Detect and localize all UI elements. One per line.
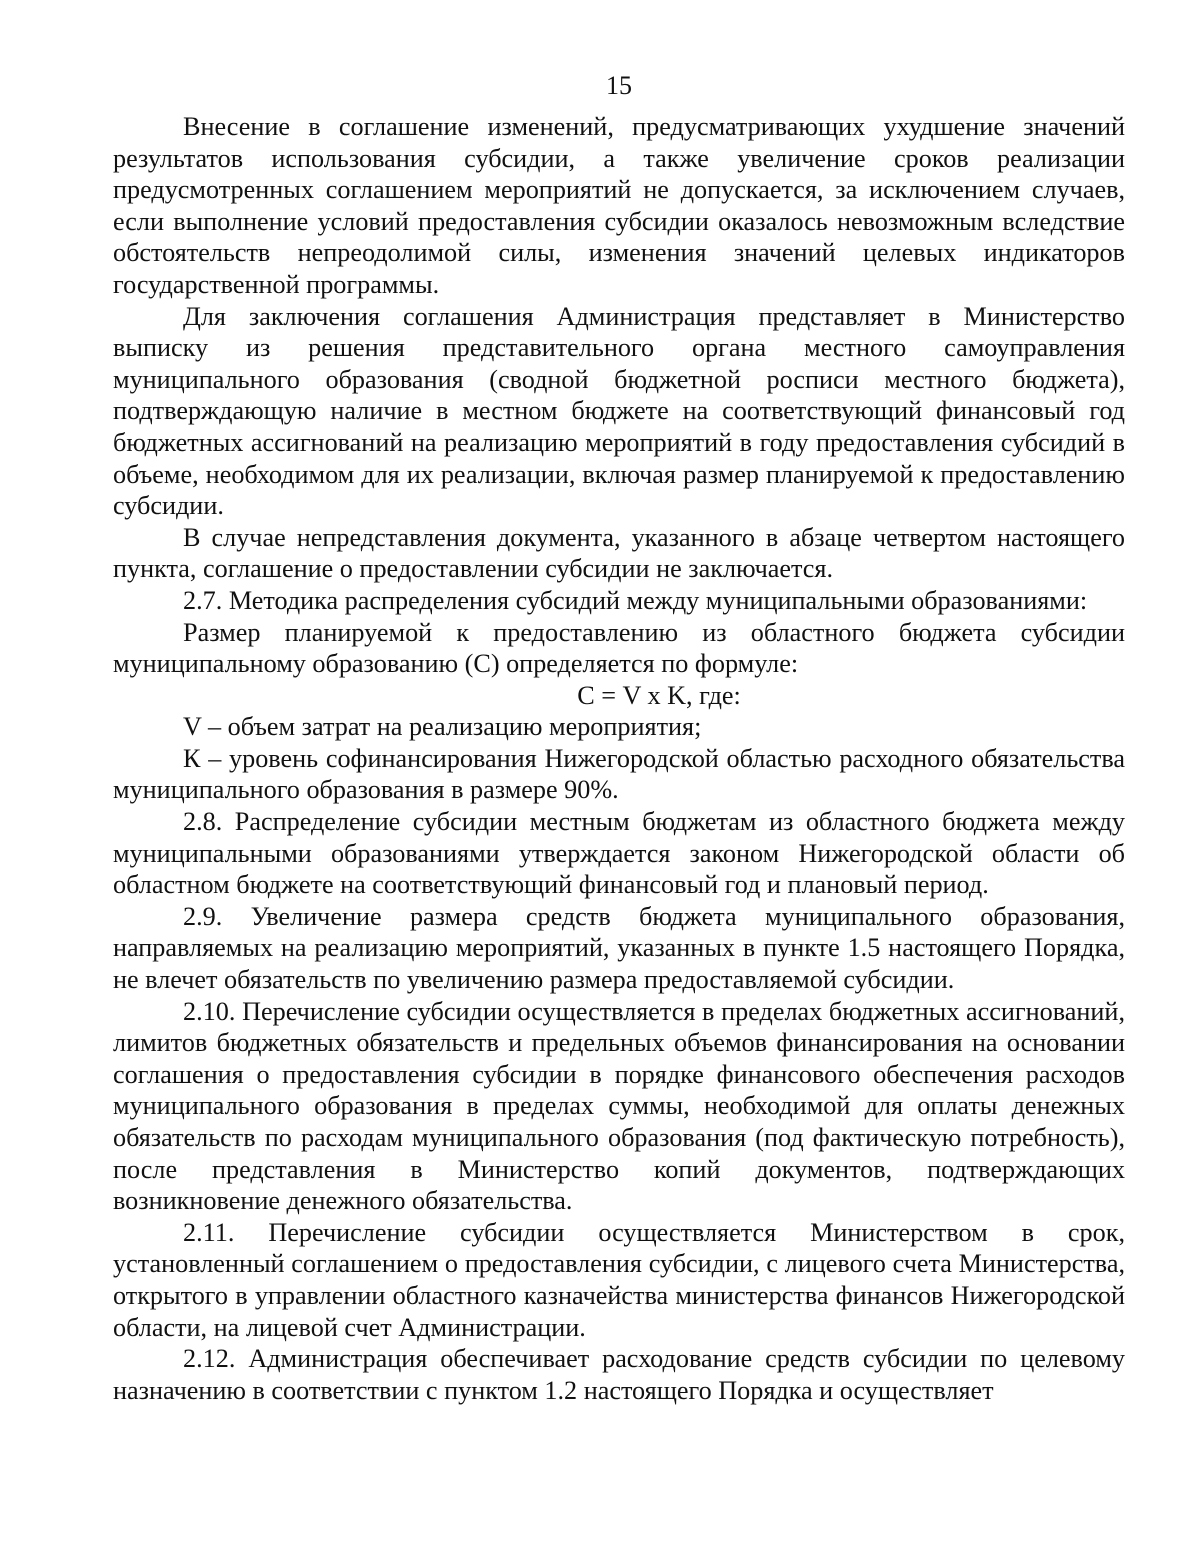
paragraph-2-7-methodology: 2.7. Методика распределения субсидий между муниципальными образованиями: (183, 585, 1088, 615)
paragraph-2-11-transfer-term: 2.11. Перечисление субсидии осуществляется Министерством в срок, установленный соглашением о предоставления субсидии, с лицевого счета Министерства, открытого в управлении областного казначейства министерства финансов Нижегородской области, на лицевой счет Администрации. (113, 1217, 1125, 1342)
paragraph-2-8-distribution: 2.8. Распределение субсидии местным бюджетам из областного бюджета между муниципальными образованиями утверждается законом Нижегородской области об областном бюджете на соответствующий финансовый год и плановый период. (113, 807, 1125, 900)
paragraph-2-12-spending: 2.12. Администрация обеспечивает расходование средств субсидии по целевому назначению в соответствии с пунктом 1.2 настоящего Порядка и осуществляет (113, 1344, 1125, 1405)
paragraph-agreement-documents: Для заключения соглашения Администрация представляет в Министерство выписку из решения представительного органа местного самоуправления муниципального образования (сводной бюджетной росписи местного бюджета), подтверждающую наличие в местном бюджете на соответствующий финансовый год бюджетных ассигнований на реализацию мероприятий в году предоставления субсидий в объеме, необходимом для их реализации, включая размер планируемой к предоставлению субсидии. (113, 301, 1125, 521)
document-body (113, 111, 1125, 1406)
paragraph-subsidy-size: Размер планируемой к предоставлению из областного бюджета субсидии муниципальному образованию (С) определяется по формуле: (113, 617, 1125, 679)
paragraph-non-submission: В случае непредставления документа, указанного в абзаце четвертом настоящего пункта, соглашение о предоставлении субсидии не заключается. (113, 522, 1125, 584)
paragraph-v-definition: V – объем затрат на реализацию мероприятия; (183, 712, 702, 742)
paragraph-amendments: Внесение в соглашение изменений, предусматривающих ухудшение значений результатов использования субсидии, а также увеличение сроков реализации предусмотренных соглашением мероприятий не допускается, за исключением случаев, если выполнение условий предоставления субсидии оказалось невозможным вследствие обстоятельств непреодолимой силы, изменения значений целевых индикаторов государственной программы. (113, 112, 1125, 299)
paragraph-2-9-increase: 2.9. Увеличение размера средств бюджета муниципального образования, направляемых на реализацию мероприятий, указанных в пункте 1.5 настоящего Порядка, не влечет обязательств по увеличению размера предоставляемой субсидии. (113, 901, 1125, 995)
formula: С = V x K, где: (577, 680, 741, 710)
paragraph-k-definition: К – уровень софинансирования Нижегородской областью расходного обязательства муниципального образования в размере 90%. (113, 743, 1125, 805)
page-number: 15 (606, 71, 632, 100)
paragraph-2-10-transfer: 2.10. Перечисление субсидии осуществляется в пределах бюджетных ассигнований, лимитов бюджетных обязательств и предельных объемов финансирования на основании соглашения о предоставления субсидии в порядке финансового обеспечения расходов муниципального образования в пределах суммы, необходимой для оплаты денежных обязательств по расходам муниципального образования (под фактическую потребность), после представления в Министерство копий документов, подтверждающих возникновение денежного обязательства. (113, 996, 1125, 1216)
